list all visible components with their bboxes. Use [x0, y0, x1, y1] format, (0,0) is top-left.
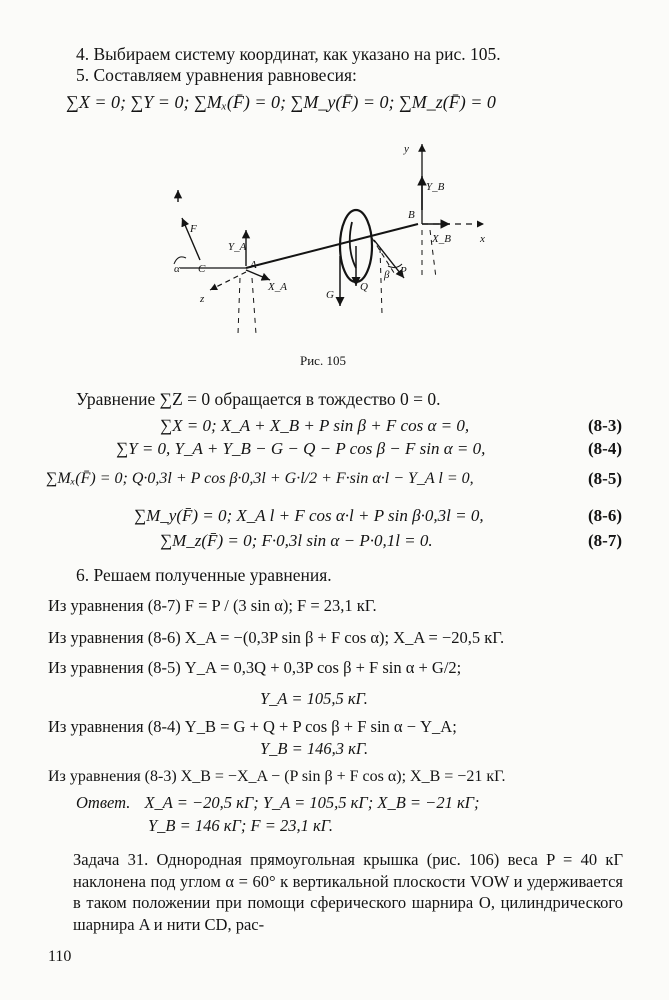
solution-line: Y_B = 146,3 кГ. — [260, 739, 369, 758]
label-G: G — [326, 289, 334, 301]
force-XA-arrow — [246, 270, 270, 280]
label-P: P — [400, 265, 407, 277]
identity-statement: Уравнение ∑Z = 0 обращается в тождество 0 = 0. — [76, 389, 441, 409]
step-5-text: 5. Составляем уравнения равновесия: — [76, 65, 357, 85]
axis-z — [210, 272, 246, 290]
solution-line: Из уравнения (8-7) F = P / (3 sin α); F = 23,1 кГ. — [48, 596, 377, 615]
solution-line: Из уравнения (8-4) Y_B = G + Q + P cos β + F sin α − Y_A; — [48, 717, 457, 736]
solution-line: Из уравнения (8-3) X_B = −X_A − (P sin β + F cos α); X_B = −21 кГ. — [48, 768, 506, 785]
answer-values-1: X_A = −20,5 кГ; Y_A = 105,5 кГ; X_B = −21 кГ; — [144, 793, 480, 812]
figure-105-diagram — [160, 138, 520, 350]
label-C: C — [198, 263, 206, 275]
solution-line: Y_A = 105,5 кГ. — [260, 689, 368, 708]
equation-number: (8-4) — [588, 439, 622, 458]
page-number: 110 — [48, 948, 72, 965]
label-x: x — [480, 233, 485, 245]
equation-row: ∑X = 0; X_A + X_B + P sin β + F cos α = 0, — [160, 416, 470, 435]
label-XB: X_B — [432, 233, 451, 245]
beam-line — [246, 224, 418, 268]
problem-31-text: Задача 31. Однородная прямоугольная крышка (рис. 106) веса P = 40 кГ наклонена под углом α = 60° к вертикальной плоскости VOW и удерживается в таком положении при помощи сферического шарнира O, цилиндрического шарнира A и нити CD, рас- — [73, 850, 623, 934]
label-YA: Y_A — [228, 241, 247, 253]
label-alpha: α — [174, 263, 180, 275]
equation-number: (8-3) — [588, 416, 622, 435]
label-beta: β — [384, 269, 390, 281]
step-4-text: 4. Выбираем систему координат, как указано на рис. 105. — [76, 44, 501, 64]
answer-label: Ответ. — [76, 793, 131, 812]
equation-row: ∑M_z(F̄) = 0; F·0,3l sin α − P·0,1l = 0. — [160, 531, 433, 550]
step-6-text: 6. Решаем полученные уравнения. — [76, 565, 332, 585]
label-A: A — [250, 259, 257, 271]
solution-line: Из уравнения (8-5) Y_A = 0,3Q + 0,3P cos β + F sin α + G/2; — [48, 658, 462, 677]
equation-row: ∑M_y(F̄) = 0; X_A l + F cos α·l + P sin β·0,3l = 0, — [134, 506, 484, 525]
solution-line: Из уравнения (8-6) X_A = −(0,3P sin β + F cos α); X_A = −20,5 кГ. — [48, 628, 505, 647]
label-Q: Q — [360, 281, 368, 293]
label-YB: Y_B — [426, 181, 445, 193]
answer-values-2: Y_B = 146 кГ; F = 23,1 кГ. — [148, 816, 333, 835]
equation-number: (8-7) — [588, 531, 622, 550]
equilibrium-equations: ∑X = 0; ∑Y = 0; ∑Mₓ(F̄) = 0; ∑M_y(F̄) = 0; ∑M_z(F̄) = 0 — [66, 92, 496, 112]
label-z: z — [200, 293, 205, 305]
equation-number: (8-5) — [588, 469, 622, 488]
equation-row: ∑Y = 0, Y_A + Y_B − G − Q − P cos β − F sin α = 0, — [116, 439, 486, 458]
label-y: y — [404, 143, 409, 155]
label-B: B — [408, 209, 415, 221]
equation-number: (8-6) — [588, 506, 622, 525]
answer-line-1 — [76, 792, 480, 814]
equation-row: ∑Mₓ(F̄) = 0; Q·0,3l + P cos β·0,3l + G·l/2 + F·sin α·l − Y_A l = 0, — [46, 470, 474, 487]
figure-caption: Рис. 105 — [300, 353, 346, 368]
label-XA: X_A — [268, 281, 287, 293]
label-F: F — [190, 223, 197, 235]
